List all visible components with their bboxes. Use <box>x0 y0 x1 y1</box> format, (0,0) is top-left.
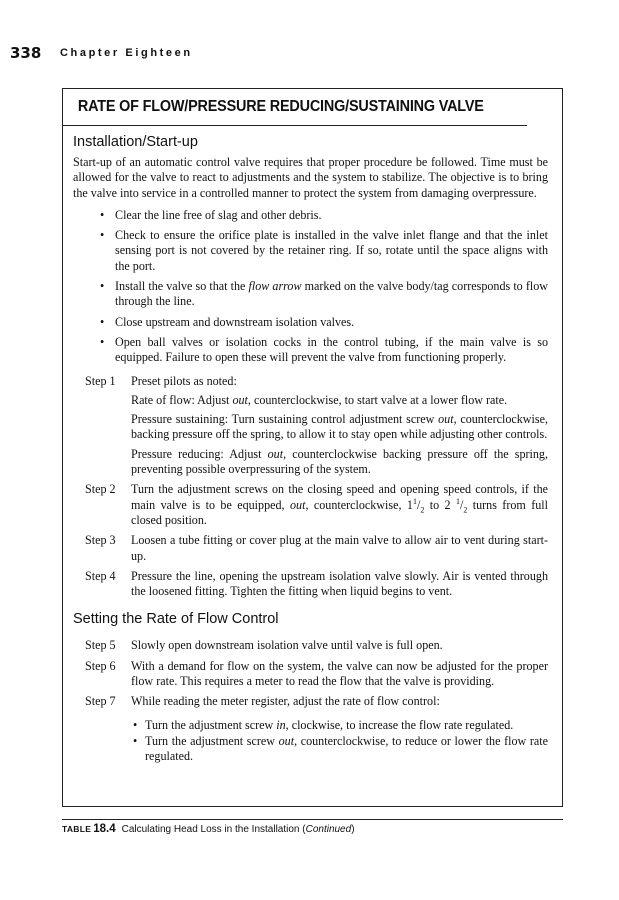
content-box <box>62 88 563 807</box>
caption-text: Calculating Head Loss in the Installation ( <box>121 824 306 835</box>
bullet-icon: • <box>100 334 105 349</box>
list-item: • Turn the adjustment screw in, clockwise, to increase the flow rate regulated. <box>133 717 514 732</box>
section-heading-rate-of-flow: Setting the Rate of Flow Control <box>73 611 279 628</box>
step-3: Step 3 Loosen a tube fitting or cover plug at the main valve to allow air to vent during start-up. <box>73 533 548 564</box>
bullet-icon: • <box>133 717 138 732</box>
step-6: Step 6 With a demand for flow on the system, the valve can now be adjusted for the proper flow rate. This requires a meter to read the flow that the valve is providing. <box>73 659 548 690</box>
step-2: Step 2 Turn the adjustment screws on the closing speed and opening speed controls, if the main valve is to be equipped, out, counterclockwise, $1^1/_2$ to 2 $^1/_2$ turns from full closed position. <box>73 482 548 528</box>
list-item: • Close upstream and downstream isolation valves. <box>100 314 355 329</box>
step-label: Step 2 <box>85 482 116 497</box>
step-label: Step 5 <box>85 638 116 653</box>
bullet-icon: • <box>100 228 105 243</box>
step-label: Step 3 <box>85 533 116 548</box>
preset-pressure-sustaining: Pressure sustaining: Turn sustaining control adjustment screw out, counterclockwise, backing pressure off the spring, to allow it to stay open while adjusting other controls. <box>131 412 548 442</box>
list-item: • Install the valve so that the flow arrow marked on the valve body/tag corresponds to flow through the line. <box>100 279 548 309</box>
step-label: Step 7 <box>85 694 116 709</box>
preset-rate-of-flow: Rate of flow: Adjust out, counterclockwise, to start valve at a lower flow rate. <box>131 392 508 407</box>
rate-adjust-list <box>131 718 548 765</box>
list-item: • Check to ensure the orifice plate is installed in the valve inlet flange and that the inlet sensing port is not covered by the retainer ring. If so, rotate until the space aligns with the port. <box>100 228 548 273</box>
table-caption: TABLE 18.4 Calculating Head Loss in the Installation (Continued) <box>62 819 563 835</box>
intro-paragraph: Start-up of an automatic control valve requires that proper procedure be followed. Time must be allowed for the valve to react to adjustments and the system to stabilize. The objective is to bring the valve into service in a controlled manner to protect the system from damaging overpressure. <box>73 155 548 200</box>
box-content <box>63 126 562 766</box>
step-5: Step 5 Slowly open downstream isolation valve until valve is full open. <box>73 638 548 653</box>
list-item: • Clear the line free of slag and other debris. <box>100 207 322 222</box>
bullet-icon: • <box>100 207 105 222</box>
chapter-title: Chapter Eighteen <box>60 47 193 59</box>
step-4: Step 4 Pressure the line, opening the upstream isolation valve slowly. Air is vented through the loosened fitting. Tighten the fitting when liquid begins to vent. <box>73 569 548 600</box>
page-number: 338 <box>10 44 42 62</box>
list-item: • Turn the adjustment screw out, counterclockwise, to reduce or lower the flow rate regulated. <box>133 733 548 764</box>
startup-checklist <box>73 208 548 366</box>
bullet-icon: • <box>133 733 138 748</box>
bullet-icon: • <box>100 314 105 329</box>
caption-label: TABLE <box>62 824 92 834</box>
step-label: Step 1 <box>85 373 116 388</box>
bullet-icon: • <box>100 279 105 294</box>
preset-pressure-reducing: Pressure reducing: Adjust out, counterclockwise backing pressure off the spring, preventing possible overpressuring of the system. <box>131 446 548 477</box>
step-7: Step 7 While reading the meter register, adjust the rate of flow control: • Turn the adjustment screw in, clockwise, to increase the flow rate regulated. • Turn the adjustment screw out, counterclockwise, to reduce or lower the flow rate regulated. <box>73 694 548 765</box>
step-label: Step 4 <box>85 568 116 583</box>
step-1: Step 1 Preset pilots as noted: Rate of flow: Adjust out, counterclockwise, to start valve at a lower flow rate. Pressure sustaining: Turn sustaining control adjustment screw out, counterclockwise, backing pressure off the spring, to allow it to stay open while adjusting other controls. Pressure reducing: Adjust out, counterclockwise backing pressure off the spring, preventing possible overpressuring of the system. <box>73 374 548 478</box>
box-title: RATE OF FLOW/PRESSURE REDUCING/SUSTAINING VALVE <box>63 89 527 126</box>
list-item: • Open ball valves or isolation cocks in the control tubing, if the main valve is so equipped. Failure to open these will prevent the valve from functioning properly. <box>100 334 548 365</box>
section-heading-installation: Installation/Start-up <box>73 134 198 150</box>
caption-number: 18.4 <box>93 823 116 835</box>
step-label: Step 6 <box>85 658 116 673</box>
